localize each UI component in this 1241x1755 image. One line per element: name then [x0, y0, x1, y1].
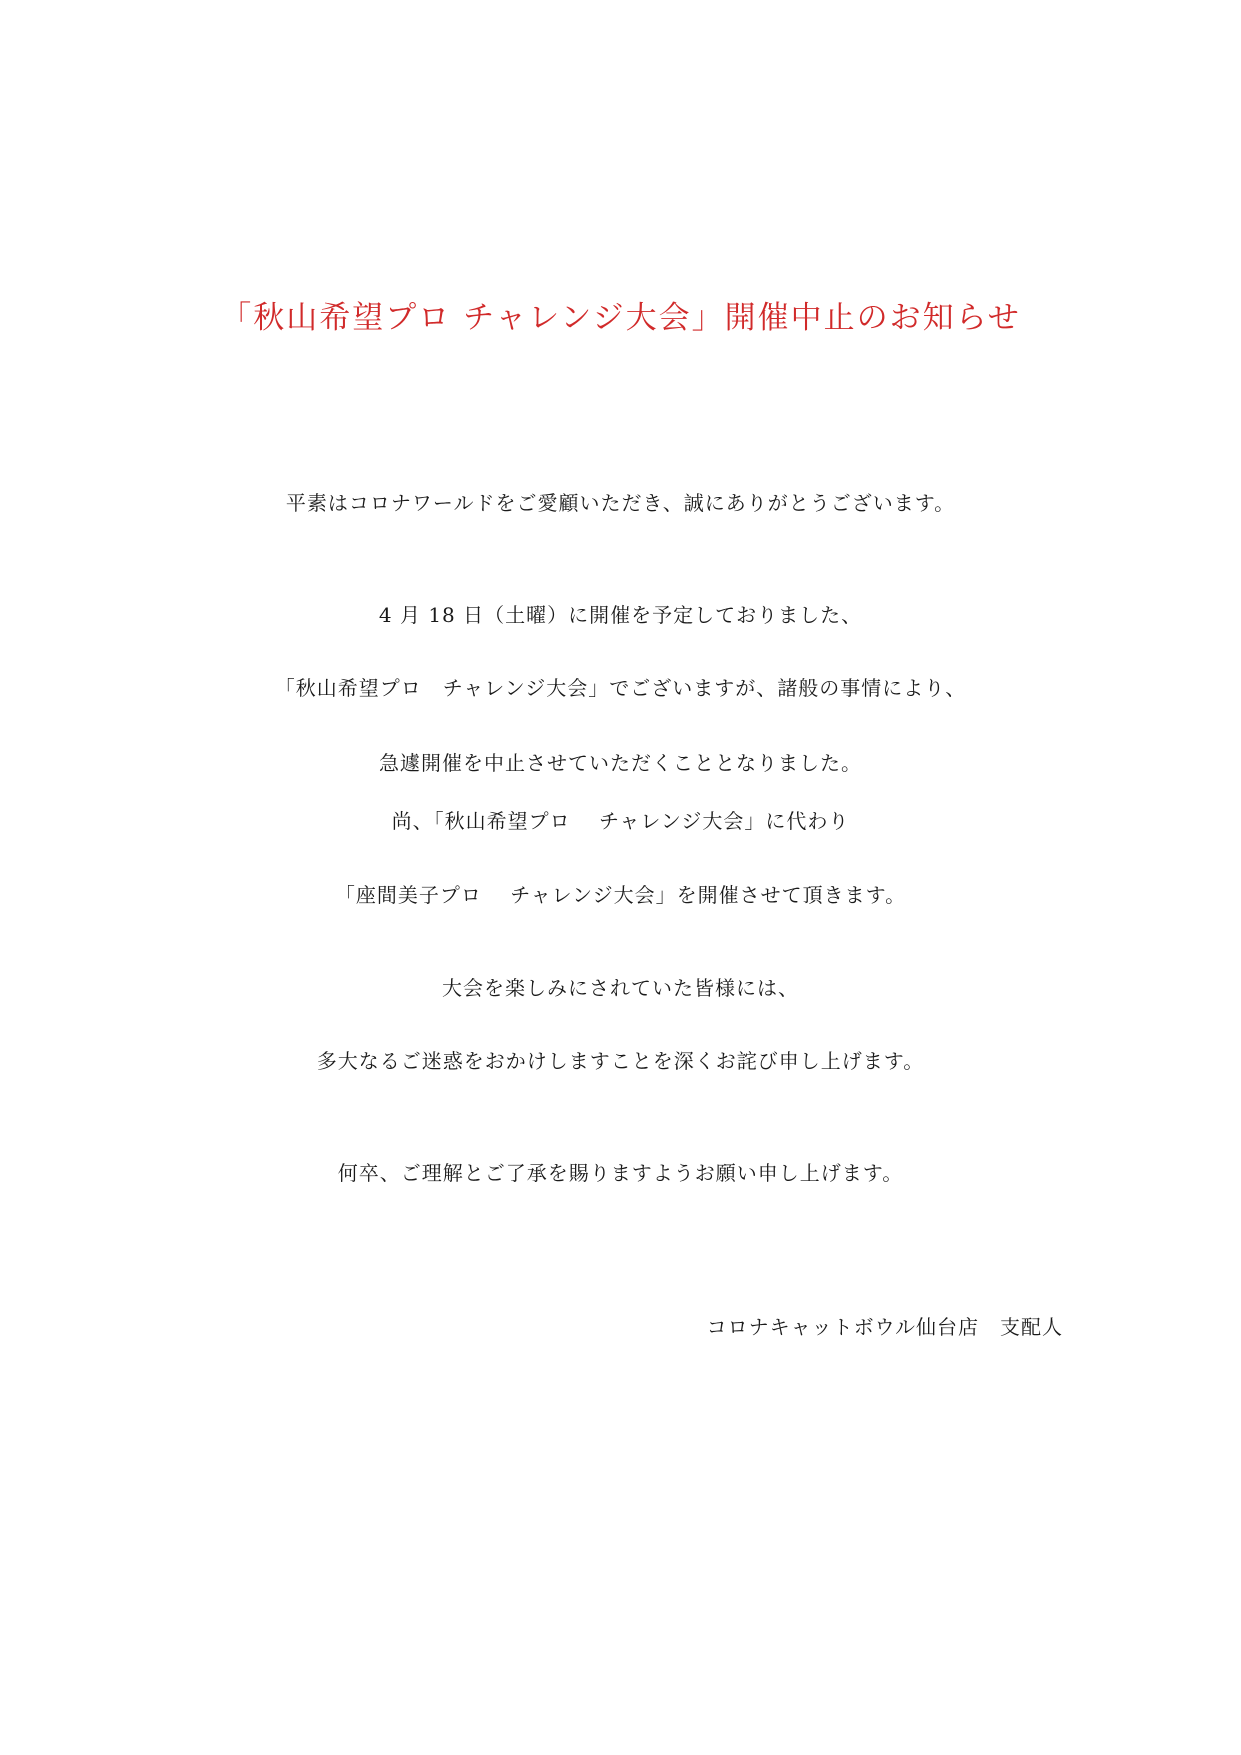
body-line-new-event: 「座間美子プロ チャレンジ大会」を開催させて頂きます。 [334, 883, 907, 907]
signature: コロナキャットボウル仙台店 支配人 [706, 1315, 1063, 1339]
body-line-date: 4 月 18 日（土曜）に開催を予定しておりました、 [378, 603, 863, 627]
body-line-event: 「秋山希望プロ チャレンジ大会」でございますが、諸般の事情により、 [274, 676, 967, 700]
closing-line: 何卒、ご理解とご了承を賜りますようお願い申し上げます。 [337, 1161, 904, 1185]
body-line-replacement: 尚、「秋山希望プロ チャレンジ大会」に代わり [391, 809, 850, 833]
apology-line-2: 多大なるご迷惑をおかけしますことを深くお詫び申し上げます。 [316, 1049, 925, 1073]
body-line-cancel: 急遽開催を中止させていただくこととなりました。 [379, 751, 862, 775]
apology-line-1: 大会を楽しみにされていた皆様には、 [442, 976, 799, 1000]
greeting-line: 平素はコロナワールドをご愛顧いただき、誠にありがとうございます。 [285, 491, 956, 515]
notice-title: 「秋山希望プロ チャレンジ大会」開催中止のお知らせ [220, 300, 1021, 336]
